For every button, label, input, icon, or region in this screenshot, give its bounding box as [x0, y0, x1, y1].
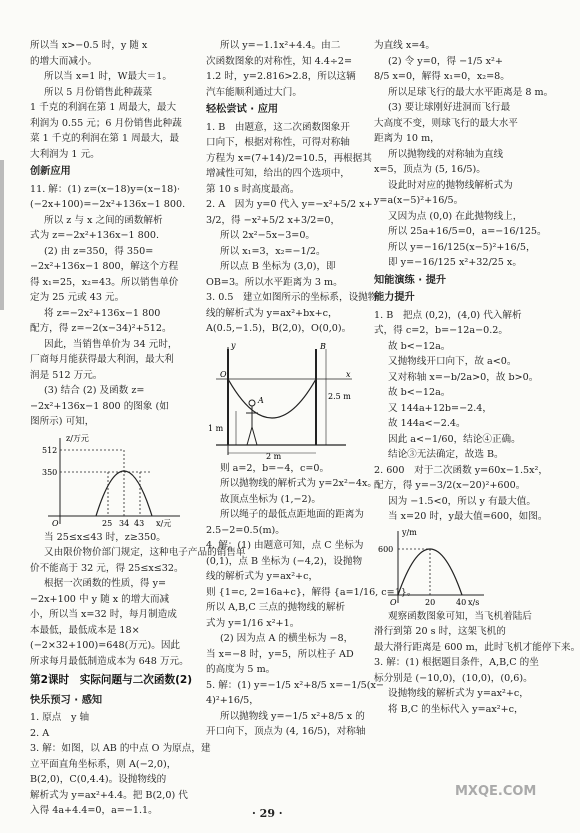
- text-line: 开口向下，顶点为 (4, 16/5)，对称轴: [206, 726, 366, 737]
- text-line: 口向下，根据对称性，可得对称轴: [206, 137, 350, 148]
- origin-label: O: [390, 597, 397, 607]
- text-line: 故顶点坐标为 (1,−2)。: [220, 493, 321, 505]
- section-heading: 轻松尝试 · 应用: [206, 104, 279, 115]
- height-2-5m: 2.5 m: [328, 391, 351, 401]
- width-2m: 2 m: [266, 451, 282, 461]
- text-line: 故 b<−12a。: [388, 387, 451, 398]
- text-line: 方程为 x=(7+14)/2=10.5，再根据其: [206, 152, 372, 164]
- text-line: (2) 由 z=350，得 350=: [44, 245, 154, 257]
- text-line: 4. 解：(1) 由题意可知，点 C 坐标为: [206, 540, 364, 551]
- text-line: 图所示) 可知，: [30, 416, 95, 427]
- parabola-curve: [96, 471, 152, 516]
- text-line: 因此，当销售单价为 34 元时，: [44, 338, 178, 350]
- text-line: 利润为 0.55 元；6 月份销售此种蔬: [30, 117, 182, 129]
- section-heading: 能力提升: [374, 292, 415, 303]
- text-line: 大高度不变，则球飞行的最大水平: [374, 117, 518, 129]
- section-heading: 知能演练 · 提升: [374, 274, 447, 286]
- x-axis-label: x/s: [468, 597, 480, 607]
- text-line: 设抛物线的解析式为 y=ax²+c，: [388, 688, 529, 699]
- text-line: 故 144a<−2.4。: [388, 418, 466, 429]
- text-line: 最大滑行距离是 600 m，此时飞机才能停下来。: [374, 641, 580, 653]
- x-tick-34: 34: [119, 518, 130, 528]
- text-line: 8/5 x=0，解得 x₁=0，x₂=8。: [374, 71, 510, 82]
- text-line: 因为 −1.5<0，所以 y 有最大值。: [388, 495, 536, 507]
- text-line: 1. 原点 y 轴: [30, 712, 90, 723]
- text-line: 润是 512 万元。: [30, 369, 103, 381]
- text-line: 11. 解：(1) z=(x−18)y=(x−18)·: [30, 183, 181, 195]
- label-B: B: [320, 341, 326, 351]
- section-heading: 创新应用: [30, 166, 71, 177]
- text-line: 所以 x₁=3，x₂=−1/2。: [220, 245, 326, 257]
- text-line: 1.2 时，y=2.816>2.8，所以这辆: [206, 71, 356, 82]
- text-line: 所以当 x=1 时，W最大＝1。: [44, 71, 172, 82]
- text-line: 厂商每月能获得最大利润，最大利: [30, 354, 174, 365]
- text-line: 又因为点 (0,0) 在此抛物线上，: [388, 210, 523, 222]
- text-line: 当 x=−8 时，y=5，所以柱子 AD: [206, 648, 354, 660]
- text-line: 价不能高于 32 元，得 25≤x≤32。: [30, 562, 184, 574]
- text-line: 汽车能顺利通过大门。: [206, 86, 302, 98]
- text-line: 定为 25 元或 43 元。: [30, 292, 125, 303]
- text-line: 本最低，最低成本是 18×: [30, 624, 140, 636]
- height-1m: 1 m: [208, 423, 224, 433]
- y-tick-350: 350: [42, 467, 58, 477]
- plane-distance-figure: [374, 527, 494, 607]
- text-line: 滑行到第 20 s 时，这架飞机的: [374, 626, 506, 637]
- y-axis-label: z/万元: [66, 433, 89, 443]
- text-line: A(0.5,−1.5)，B(2,0)，O(0,0)。: [206, 323, 352, 334]
- text-line: 2. A 因为 y=0 代入 y=−x²+5/2 x+: [206, 199, 373, 210]
- label-O: O: [220, 369, 227, 379]
- x-tick-25: 25: [102, 518, 113, 528]
- text-line: 菜 1 千克的利润在第 1 周最大，最: [30, 133, 180, 144]
- person-head: [249, 400, 255, 406]
- text-line: x=5，顶点为 (5, 16/5)。: [374, 164, 486, 175]
- binding-edge: [0, 160, 4, 310]
- text-line: OB=3。所以水平距离为 3 m。: [206, 276, 343, 288]
- text-line: 所以 y=−16/125(x−5)²+16/5，: [388, 241, 536, 253]
- text-line: 式，得 c=2，b=−12a−0.2。: [374, 325, 508, 336]
- text-line: 又对称轴 x=−b/2a>0，故 b>0。: [388, 371, 539, 383]
- text-line: −2x²+136x−1 800，解这个方程: [30, 261, 179, 272]
- text-line: 所以 A,B,C 三点的抛物线的解析: [206, 602, 346, 613]
- text-line: 小，所以当 x=32 时，每月制造成: [30, 609, 177, 620]
- text-line: 大利润为 1 元。: [30, 148, 100, 160]
- x-tick-43: 43: [134, 518, 145, 528]
- text-line: (2) 因为点 A 的横坐标为 −8，: [220, 633, 354, 644]
- text-line: 所以 25a+16/5=0，a=−16/125。: [388, 226, 547, 237]
- y-axis-label: y/m: [402, 527, 417, 537]
- text-line: 线的解析式为 y=ax²+c，: [206, 571, 319, 582]
- text-line: 入得 4a+4.4=0，a=−1.1。: [30, 805, 158, 816]
- text-line: 2.5−2=0.5(m)。: [206, 524, 285, 536]
- text-line: 将 z=−2x²+136x−1 800: [44, 307, 161, 319]
- origin-label: O: [52, 518, 59, 528]
- text-line: 所以当 x>−0.5 时，y 随 x: [30, 40, 148, 51]
- text-line: 为直线 x=4。: [374, 40, 435, 51]
- text-line: 次函数图象的对称性，知 4.4÷2=: [206, 55, 353, 67]
- text-line: 设此时对应的抛物线解析式为: [388, 179, 513, 191]
- text-line: 所以绳子的最低点距地面的距离为: [220, 509, 364, 520]
- text-line: 的高度为 5 m。: [206, 664, 276, 675]
- text-line: −2x+100 中 y 随 x 的增大而减: [30, 593, 170, 605]
- text-line: 根据一次函数的性质，得 y=: [44, 578, 167, 589]
- y-axis-label: y: [231, 340, 236, 350]
- profit-parabola-figure: [30, 432, 190, 528]
- rope-curve: [228, 379, 316, 418]
- text-line: 所以 2x²−5x−3=0。: [220, 230, 316, 241]
- text-line: 所以抛物线的解析式为 y=2x²−4x。: [220, 478, 377, 489]
- text-line: 3. 解：(1) 根据题目条件，A,B,C 的坐: [374, 657, 539, 668]
- text-line: −2x²+136x−1 800 的图象 (如: [30, 400, 169, 412]
- text-line: 所以点 B 坐标为 (3,0)，即: [220, 261, 336, 272]
- watermark: MXQE.COM: [455, 784, 537, 799]
- text-line: 则 {1=c, 2=16a+c}，解得 {a=1/16, c=1}。: [206, 586, 417, 598]
- text-line: 3. 解：如图，以 AB 的中点 O 为原点，建: [30, 743, 211, 754]
- text-line: 所求每月最低制造成本为 648 万元。: [30, 655, 189, 667]
- text-line: 即 y=−16/125 x²+32/25 x。: [388, 257, 522, 268]
- text-line: 4)²+16/5，: [206, 695, 259, 706]
- text-line: 配方，得 y=−3/2(x−20)²+600。: [374, 480, 526, 491]
- section-heading: 快乐预习 · 感知: [30, 694, 103, 706]
- text-line: 结论③无法确定，故选 B。: [388, 449, 504, 460]
- text-line: 配方，得 z=−2(x−34)²+512。: [30, 323, 172, 334]
- text-line: 第 10 s 时高度最高。: [206, 183, 300, 195]
- text-line: (3) 结合 (2) 及函数 z=: [44, 385, 145, 396]
- lesson-title: 第2课时 实际问题与二次函数(2): [30, 674, 193, 686]
- text-line: 当 x=20 时，y最大值=600，如图。: [388, 511, 548, 522]
- text-line: 解析式为 y=ax²+4.4。把 B(2,0) 代: [30, 789, 188, 801]
- text-line: 2. A: [30, 727, 50, 739]
- text-line: 所以抛物线 y=−1/5 x²+8/5 x 的: [220, 710, 365, 722]
- text-line: 当 25≤x≤43 时，z≥350。: [44, 531, 166, 543]
- text-line: 线的解析式为 y=ax²+bx+c，: [206, 307, 338, 319]
- x-axis-label: x: [346, 369, 351, 379]
- y-tick-512: 512: [42, 445, 58, 455]
- text-line: 式为 z=−2x²+136x−1 800.: [30, 230, 160, 241]
- text-line: 距离为 10 m，: [374, 133, 440, 144]
- text-line: 观察函数图象可知，当飞机着陆后: [388, 610, 532, 622]
- text-line: (0,1)，点 B 坐标为 (−4,2)，设抛物: [206, 555, 363, 567]
- rope-parabola-figure: [206, 339, 356, 459]
- text-line: 因此 a<−1/60，结论④正确。: [388, 433, 521, 445]
- x-tick-40: 40: [456, 597, 467, 607]
- text-line: 式为 y=1/16 x²+1。: [206, 617, 300, 629]
- text-line: (−2x+100)=−2x²+136x−1 800.: [30, 199, 186, 210]
- text-line: 所以 5 月份销售此种蔬菜: [44, 86, 153, 98]
- text-line: 立平面直角坐标系，则 A(−2,0)，: [30, 758, 177, 770]
- text-line: B(2,0)，C(0,4.4)。设抛物线的: [30, 774, 167, 785]
- text-line: 所以 z 与 x 之间的函数解析: [44, 214, 163, 226]
- text-line: 1. B 把点 (0,2)，(4,0) 代入解析: [374, 309, 522, 321]
- text-line: 3/2，得 −x²+5/2 x+3/2=0，: [206, 214, 341, 226]
- x-tick-20: 20: [425, 597, 436, 607]
- text-line: (−2×32+100)=648(万元)。因此: [30, 640, 181, 651]
- y-tick-600: 600: [378, 544, 394, 554]
- page-number: · 29 ·: [252, 807, 283, 820]
- text-line: 所以足球飞行的最大水平距离是 8 m。: [388, 86, 554, 98]
- text-line: 所以抛物线的对称轴为直线: [388, 148, 504, 160]
- x-axis-label: x/元: [156, 518, 172, 528]
- text-line: 将 B,C 的坐标代入 y=ax²+c，: [388, 703, 524, 715]
- text-line: 又 144a+12b=−2.4，: [388, 402, 492, 414]
- text-line: 则 a=2，b=−4，c=0。: [220, 462, 330, 474]
- text-line: 得 x₁=25，x₂=43。所以销售单价: [30, 276, 179, 288]
- text-line: 的增大而减小。: [30, 55, 98, 67]
- text-line: 2. 600 对于二次函数 y=60x−1.5x²，: [374, 464, 548, 476]
- text-line: 标分别是 (−10,0)，(10,0)，(0,6)。: [374, 672, 533, 684]
- parabola-curve: [398, 549, 462, 595]
- column-right: [374, 38, 580, 717]
- text-line: 5. 解：(1) y=−1/5 x²+8/5 x=−1/5(x−: [206, 679, 384, 691]
- text-line: 3. 0.5 建立如图所示的坐标系，设抛物: [206, 292, 378, 303]
- text-line: (3) 要让球刚好进洞而飞行最: [388, 102, 511, 113]
- text-line: y=a(x−5)²+16/5。: [374, 195, 464, 206]
- text-line: (2) 令 y=0，得 −1/5 x²+: [388, 55, 503, 67]
- text-line: 增减性可知，给出的四个选项中，: [206, 168, 350, 179]
- label-A: A: [258, 395, 264, 405]
- text-line: 1 千克的利润在第 1 周最大，最大: [30, 102, 177, 113]
- text-line: 又由限价物价部门规定，这种电子产品的销售单: [44, 547, 246, 558]
- text-line: 故 b<−12a。: [388, 340, 451, 352]
- text-line: 所以 y=−1.1x²+4.4。由二: [220, 40, 341, 51]
- text-line: 又抛物线开口向下，故 a<0。: [388, 356, 517, 367]
- text-line: 1. B 由题意，这二次函数图象开: [206, 121, 350, 133]
